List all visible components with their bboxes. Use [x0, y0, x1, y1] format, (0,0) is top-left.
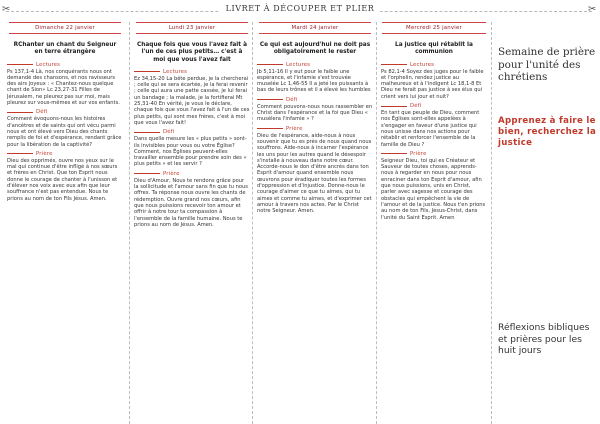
lectures-text: Jb 5,11-16 Il y eut pour le faible une espérance, et l'infamie s'est trouvée muselée Lc 1,46-55 Il a jeté les puissants à bas de leurs trônes et il a élevé les humbles [257, 68, 371, 94]
fold-line [129, 22, 130, 424]
section-heading-lectures: Lectures [257, 62, 373, 68]
section-heading-priere: Prière [7, 151, 123, 157]
day-title: RChanter un chant du Seigneur en terre étrangère [13, 42, 117, 56]
day-title: La justice qui rétablit la communion [395, 42, 473, 56]
cover-subtitle: Réflexions bibliques et prières pour les huit jours [498, 322, 590, 357]
section-heading-defi: Défi [7, 109, 123, 115]
cover-theme: Apprenez à faire le bien, recherchez la justice [498, 115, 597, 149]
lectures-text: Ps 137,1-4 Là, nos conquérants nous ont demandé des chansons, et nos ravisseurs des airs joyeux : « Chantez-nous quelque chant de Sion» Lc 23,27-31 Filles de Jérusalem, ne pleurez pas sur moi, mais pleurez sur vous-mêmes et sur vos enfants. [7, 68, 120, 107]
fold-line [491, 22, 492, 424]
defi-text: Comment évoquons-nous les histoires d'ancêtres et de saints qui ont vécu parmi nous et ont élevé vers Dieu des chants remplis de foi et d'espérance, rendant grâce pour la libération de la captivité? [7, 116, 122, 148]
section-heading-defi: Défi [134, 129, 250, 135]
defi-text: En tant que peuple de Dieu, comment nos Églises sont-elles appelées à s'engager en faveur d'une justice qui nous unisse dans nos actions pour rétablir et renforcer l'ensemble de la famille de Dieu ? [381, 110, 480, 148]
priere-text: Dieu d'Amour, Nous te rendons grâce pour la sollicitude et l'amour sans fin que tu nous offres. Ta réponse nous ouvre les chants de rédemption. Ouvre grand nos cœurs, afin que nous puissions recevoir ton amour et offrir à notre tour ta compassion à l'ensemble de la famille humaine. Nous te prions au nom de Jésus. Amen. [134, 177, 248, 228]
cover-panel [498, 22, 600, 424]
section-heading-priere: Prière [134, 171, 250, 177]
defi-text: Dans quelle mesure les « plus petits » sont-ils invisibles pour vous ou votre Église? Comment, nos Églises peuvent-elles travailler ensemble pour prendre soin des « plus petits » et les servir ? [134, 136, 247, 168]
section-heading-lectures: Lectures [134, 69, 250, 75]
day-column-tuesday [257, 22, 373, 422]
day-date: Mercredi 25 janvier [382, 22, 486, 34]
day-date: Dimanche 22 janvier [9, 22, 121, 34]
day-column-sunday [7, 22, 123, 422]
fold-line [252, 22, 253, 424]
priere-text: Dieu des opprimés, ouvre nos yeux sur le mal qui continue d'être infligé à nos sœurs et frères en Christ. Que ton Esprit nous donne le courage de chanter à l'unisson et d'élever nos voix avec eux afin que leur souffrance n'est pas entendue. Nous te prions au nom de ton Fils Jésus. Amen. [7, 157, 118, 202]
day-column-monday [134, 22, 250, 422]
section-heading-priere: Prière [257, 126, 373, 132]
cover-heading: Semaine de prière pour l'unité des chrétiens [498, 46, 596, 84]
booklet-instruction: LIVRET À DÉCOUPER ET PLIER [220, 4, 381, 13]
day-date: Mardi 24 janvier [259, 22, 371, 34]
section-heading-priere: Prière [381, 151, 487, 157]
day-title: Chaque fois que vous l'avez fait à l'un de ces plus petits… c'est à moi que vous l'avez fait [137, 42, 247, 63]
priere-text: Dieu de l'espérance, aide-nous à nous souvenir que tu es près de nous quand nous souffrons. Aide-nous à incarner l'espérance les uns pour les autres quand le désespoir s'installe à nouveau dans notre cœur. Accorde-nous le don d'être ancrés dans ton Esprit d'amour quand ensemble nous œuvrons pour éradiquer toutes les formes d'oppression et d'injustice. Donne-nous le courage d'aimer ce que tu aimes, qui tu aimes et comme tu aimes, et d'exprimer cet amour à travers nos actes. Par le Christ notre Seigneur. Amen. [257, 132, 372, 215]
lectures-text: Ps 82,1-4 Soyez des juges pour le faible et l'orphelin, rendez justice au malheureux et à l'indigent Lc 18,1-8 Et Dieu ne ferait pas justice à ses élus qui crient vers lui jour et nuit? [381, 68, 484, 100]
day-date: Lundi 23 janvier [136, 22, 248, 34]
day-column-wednesday [381, 22, 487, 422]
scissors-icon: ✂ [2, 4, 11, 15]
section-heading-lectures: Lectures [381, 62, 487, 68]
defi-text: Comment pouvons-nous nous rassembler en Christ dans l'espérance et la foi que Dieu « musèlera l'infamie » ? [257, 103, 373, 123]
section-heading-defi: Défi [257, 97, 373, 103]
day-title: Ce qui est aujourd'hui ne doit pas obligatoirement le rester [259, 42, 371, 56]
priere-text: Seigneur Dieu, toi qui es Créateur et Sauveur de toutes choses, apprends-nous à regarder en nous pour nous enraciner dans ton Esprit d'amour, afin que nous puissions, unis en Christ, parler avec sagesse et courage des obstacles qui empêchent la vie de l'amour et de la justice. Nous t'en prions au nom de ton Fils, Jésus-Christ, dans l'unité du Saint Esprit. Amen [381, 157, 486, 221]
fold-line [376, 22, 377, 424]
section-heading-lectures: Lectures [7, 62, 123, 68]
top-banner [0, 0, 600, 20]
section-heading-defi: Défi [381, 103, 487, 109]
lectures-text: Ez 34,15-20 La bête perdue, je la chercherai ; celle qui se sera écartée, je la ferai revenir ; celle qui aura une patte cassée, je lui ferai un bandage ; la malade, je la fortifierai Mt 25,31-40 En vérité, je vous le déclare, chaque fois que vous l'avez fait à l'un de ces plus petits, qui sont mes frères, c'est à moi que vous l'avez fait! [134, 75, 250, 126]
scissors-icon: ✂ [588, 4, 597, 15]
